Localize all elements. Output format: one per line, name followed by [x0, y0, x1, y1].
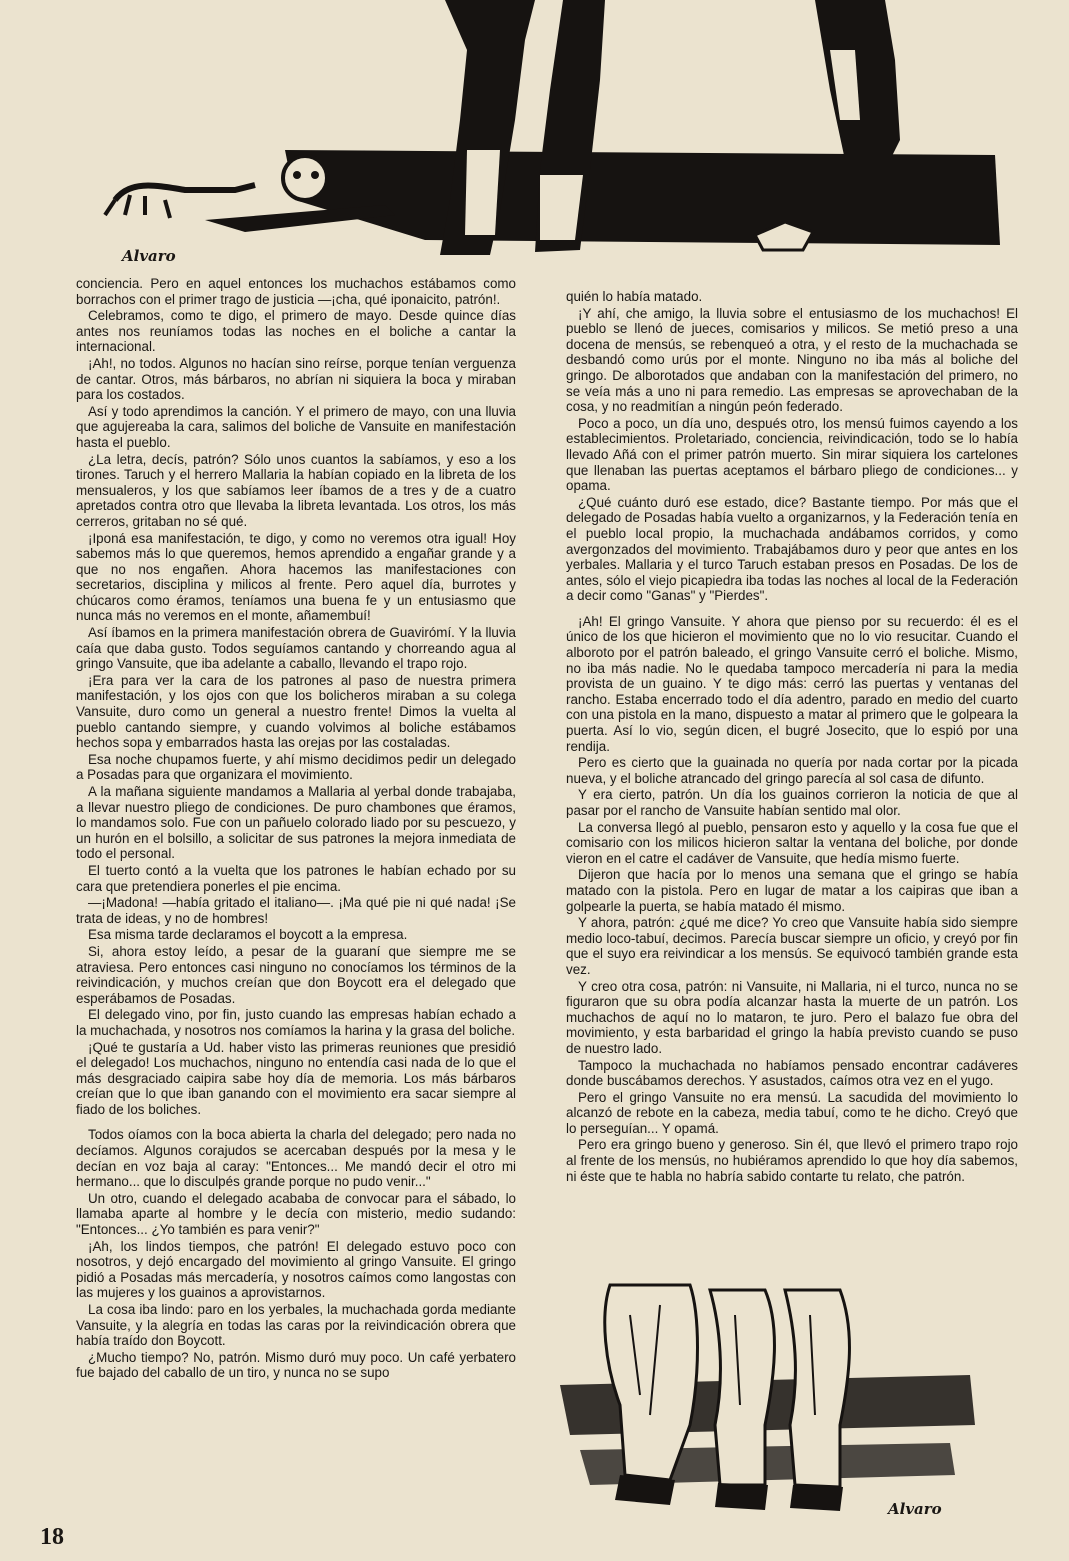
paragraph: El delegado vino, por fin, justo cuando las empresas habían echado a la muchachada, y nosotros nos comíamos la harina y la grasa del boliche.	[76, 1007, 516, 1038]
paragraph: ¡Era para ver la cara de los patrones al paso de nuestra primera manifestación, y los ojos con que los bolicheros miraban a su colega Vansuite, duro como un general a nuestro frente! Dimos la vuelta al pueblo cantando siempre, y cuando volvimos al boliche estábamos hechos sopa y embarrados hasta las orejas por las costaladas.	[76, 672, 516, 751]
bottom-illustration	[550, 1275, 990, 1525]
paragraph: Esa noche chupamos fuerte, y ahí mismo decidimos pedir un delegado a Posadas para que organizara el movimiento.	[76, 751, 516, 783]
paragraph: ¡Ah! El gringo Vansuite. Y ahora que pienso por su recuerdo: él es el único de los que hicieron el movimiento que no lo vio resucitar. Cuando el alboroto por el patrón baleado, el gringo Vansuite cerró el boliche. Mismo, no iba más nadie. No le quedaba tampoco mercadería ni para la media provista de un guaino. Y te digo más: cerró las puertas y ventanas del rancho. Estaba encerrado todo el día adentro, parado en medio del cuarto con una pistola en la mano, dispuesto a matar al primero que le golpeara la puerta. Así lo vio, según dicen, el bugré Josecito, que lo espió por una rendija.	[566, 613, 1018, 754]
paragraph: —¡Madona! —había gritado el italiano—. ¡Ma qué pie ni qué nada! ¡Se trata de ideas, y no de hombres!	[76, 895, 516, 926]
paragraph: ¡Ah!, no todos. Algunos no hacían sino reírse, porque tenían verguenza de cantar. Otros, más bárbaros, no abrían ni siquiera la boca y miraban para los costados.	[76, 355, 516, 403]
paragraph: La cosa iba lindo: paro en los yerbales, la muchachada gorda mediante Vansuite, y la alegría en todas las caras por la reivindicación obrera que había traído don Boycott.	[76, 1302, 516, 1349]
paragraph: Si, ahora estoy leído, a pesar de la guaraní que siempre me se atraviesa. Pero entonces casi ninguno no conocíamos los términos de la reivindicación, y muchos creían que don Boycott era el delegado que esperábamos de Posadas.	[76, 943, 516, 1006]
paragraph: El tuerto contó a la vuelta que los patrones le habían echado por su cara que pretendiera ponerles el pie encima.	[76, 862, 516, 894]
paragraph: A la mañana siguiente mandamos a Mallaria al yerbal donde trabajaba, a llevar nuestro pliego de condiciones. De puro chambones que éramos, lo mandamos solo. Fue con un pañuelo colorado liado por su pescuezo, y un hurón en el bolsillo, a solicitar de sus patrones la mejora inmediata de todo el personal.	[76, 784, 516, 862]
paragraph: ¡Y ahí, che amigo, la lluvia sobre el entusiasmo de los muchachos! El pueblo se llenó de jueces, comisarios y milicos. Se metió preso a una docena de mensús, se rebenqueó a otra, y el resto de la muchachada se desbandó como urús por el monte. Ninguno no iba más al boliche del gringo. De alborotados que andaban con la manifestación del primero, no se veía más a uno ni para remedio. Las empresas se aprovechaban de la cosa, y no readmitían a ningún peón federado.	[566, 305, 1018, 415]
paragraph: ¿La letra, decís, patrón? Sólo unos cuantos la sabíamos, y eso a los tirones. Taruch y el herrero Mallaria la habían copiado en la libreta de los mensualeros, y los que sabíamos leer íbamos de a tres y de a cuatro apretados contra otro que llevaba la libreta levantada. Los otros, los más cerreros, gritaban no sé qué.	[76, 451, 516, 529]
paragraph: Pero es cierto que la guainada no quería por nada cortar por la picada nueva, y el boliche atrancado del gringo parecía al sol casa de difunto.	[566, 755, 1018, 786]
left-column	[76, 276, 516, 1382]
paragraph: Pero era gringo bueno y generoso. Sin él, que llevó el primero trapo rojo al frente de los mensús, no hubiéramos aprendido lo que hoy día sabemos, ni éste que te habla no habría sabido contarte tu relato, che patrón.	[566, 1137, 1018, 1184]
paragraph: Pero el gringo Vansuite no era mensú. La sacudida del movimiento lo alcanzó de rebote en la cabeza, media tabuí, como te he dicho. Creyó que lo perseguían... Y opamá.	[566, 1089, 1018, 1136]
top-illustration-signature: Alvaro	[122, 247, 176, 265]
paragraph: ¿Mucho tiempo? No, patrón. Mismo duró muy poco. Un café yerbatero fue bajado del caballo de un tiro, y nunca no se supo	[76, 1349, 516, 1381]
paragraph: Todos oíamos con la boca abierta la charla del delegado; pero nada no decíamos. Algunos corajudos se acercaban después por la mesa y le decían en voz baja al caray: "Entonces... Me mandó decir el otro mi hermano... que lo disculpés grande porque no pudo venir..."	[76, 1127, 516, 1190]
paragraph: ¡Qué te gustaría a Ud. haber visto las primeras reuniones que presidió el delegado! Los muchachos, ninguno no entendía casi nada de lo que el más desgraciado caipira sabe hoy día de memoria. Los más bárbaros creían que lo que iban ganando con el movimiento era sacar siempre al fiado de los boliches.	[76, 1039, 516, 1117]
paragraph: ¿Qué cuánto duró ese estado, dice? Bastante tiempo. Por más que el delegado de Posadas había vuelto a organizarnos, y la Federación tenía en el pueblo local propio, la muchachada andábamos corridos, y como avergonzados del movimiento. Trabajábamos duro y peor que antes en los yerbales. Mallaria y el turco Taruch estaban presos en Posadas. De los de antes, sólo el viejo picapiedra iba todas las noches al local de la Federación a decir como "Ganas" y "Pierdes".	[566, 494, 1018, 604]
paragraph: ¡Ah, los lindos tiempos, che patrón! El delegado estuvo poco con nosotros, y dejó encargado del movimiento al gringo Vansuite. El gringo pidió a Posadas más mercadería, y nosotros caímos como langostas con las mujeres y los guainos a aprovistarnos.	[76, 1238, 516, 1301]
paragraph: Poco a poco, un día uno, después otro, los mensú fuimos cayendo a los establecimientos. Proletariado, conciencia, reivindicación, todo se lo había llevado Añá con el primer patrón muerto. Sin mirar siquiera los cartelones que llenaban las puertas aceptamos el bárbaro pliego de condiciones... y opama.	[566, 415, 1018, 494]
paragraph: Tampoco la muchachada no habíamos pensado encontrar cadáveres donde buscábamos derechos. Y asustados, caímos otra vez en el yugo.	[566, 1057, 1018, 1089]
paragraph: quién lo había matado.	[566, 289, 703, 304]
page-number: 18	[40, 1524, 64, 1550]
paragraph: Y ahora, patrón: ¿qué me dice? Yo creo que Vansuite había sido siempre medio loco-tabuí, decimos. Parecía buscar siempre un oficio, y creyó por fin que el suyo era reivindicar a los mensús. Se equivocó también grande esta vez.	[566, 915, 1018, 977]
paragraph: Así y todo aprendimos la canción. Y el primero de mayo, con una lluvia que agujereaba la cara, salimos del boliche de Vansuite en manifestación hasta el pueblo.	[76, 403, 516, 450]
right-column	[566, 289, 1018, 1185]
paragraph: Un otro, cuando el delegado acababa de convocar para el sábado, lo llamaba aparte al hombre y le decía con misterio, medio sudando: "Entonces... ¿Yo también es para venir?"	[76, 1190, 516, 1238]
paragraph: Así íbamos en la primera manifestación obrera de Guavirómí. Y la lluvia caía que daba gusto. Todos seguíamos cantando y chorreando agua al gringo Vansuite, que iba adelante a caballo, llevando el trapo rojo.	[76, 625, 516, 672]
paragraph: Y creo otra cosa, patrón: ni Vansuite, ni Mallaria, ni el turco, nunca no se figuraron que su obra podía alcanzar hasta la muerte de un patrón. Los muchachos de aquí no lo mataron, te juro. Pero el balazo fue obra del movimiento, y esta barbaridad el gringo la había previsto cuando se puso de nuestro lado.	[566, 978, 1018, 1056]
paragraph: Y era cierto, patrón. Un día los guainos corrieron la noticia de que al pasar por el rancho de Vansuite habían sentido mal olor.	[566, 787, 1018, 818]
paragraph: ¡Iponá esa manifestación, te digo, y como no veremos otra igual! Hoy sabemos más lo que queremos, hemos aprendido a engañar grande y a que no nos engañen. Ahora hacemos las manifestaciones con secretarios, disciplina y milicos al frente. Pero aquel día, burrotes y chúcaros como éramos, teníamos una buena fe y un entusiasmo que nunca más no veremos en el monte, añamembuí!	[76, 530, 516, 624]
paragraph: Esa misma tarde declaramos el boycott a la empresa.	[88, 927, 408, 943]
paragraph: conciencia. Pero en aquel entonces los muchachos estábamos como borrachos con el primer trago de justicia —¡cha, qué iponaicito, patrón!.	[76, 276, 516, 307]
paragraph: Celebramos, como te digo, el primero de mayo. Desde quince días antes nos reuníamos todas las noches en el boliche a cantar la internacional.	[76, 308, 516, 355]
top-illustration	[95, 0, 1025, 280]
bottom-illustration-signature: Alvaro	[888, 1500, 942, 1518]
paragraph: La conversa llegó al pueblo, pensaron esto y aquello y la cosa fue que el comisario con los milicos hicieron saltar la ventana del boliche, por donde vieron en el catre el cadáver de Vansuite, que hedía mismo fuerte.	[566, 819, 1018, 866]
paragraph: Dijeron que hacía por lo menos una semana que el gringo se había matado con la pistola. Pero en lugar de matar a los caipiras que iban a golpearle la puerta, se había matado él mismo.	[566, 867, 1018, 914]
